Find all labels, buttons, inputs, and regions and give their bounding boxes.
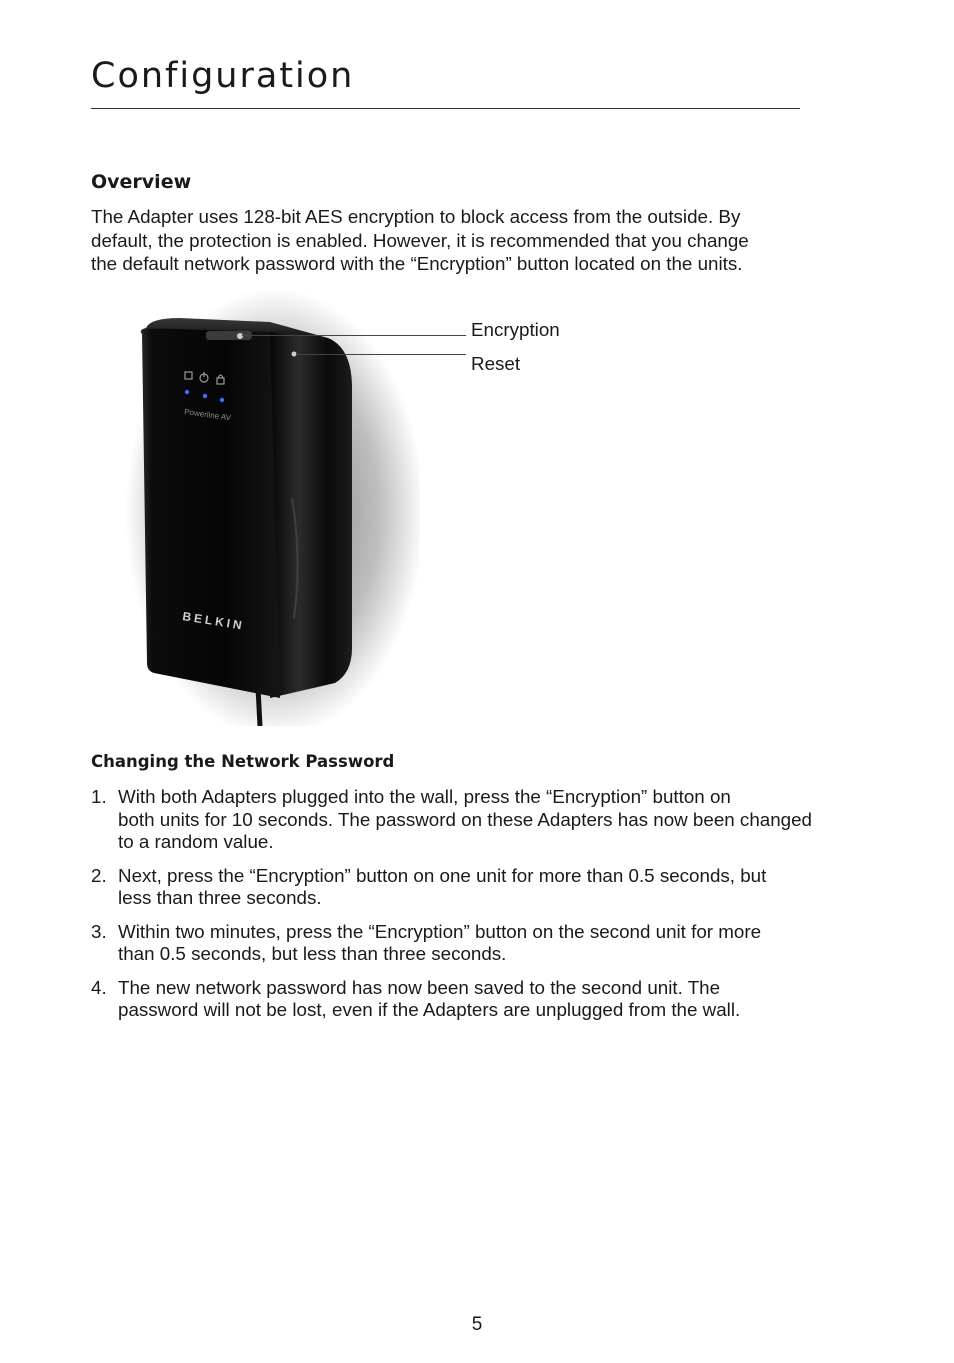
- step-number: 4.: [91, 976, 107, 998]
- list-item: [91, 865, 891, 910]
- title-rule: [91, 108, 800, 109]
- list-item: [91, 921, 891, 966]
- overview-line: the default network password with the “Encryption” button located on the units.: [91, 253, 743, 274]
- step-line: to a random value.: [118, 831, 274, 852]
- step-number: 3.: [91, 920, 107, 942]
- reset-leader-line: [296, 354, 466, 355]
- step-line: less than three seconds.: [118, 887, 322, 908]
- encryption-leader-line: [242, 335, 466, 336]
- step-line: than 0.5 seconds, but less than three seconds.: [118, 943, 507, 964]
- device-brand-logo: BELKIN: [181, 609, 246, 633]
- list-item: [91, 786, 891, 854]
- overview-line: default, the protection is enabled. However, it is recommended that you change: [91, 229, 749, 251]
- network-password-heading: Changing the Network Password: [91, 752, 395, 771]
- step-number: 2.: [91, 864, 107, 886]
- encryption-callout-label: Encryption: [471, 319, 560, 340]
- step-number: 1.: [91, 786, 107, 807]
- device-model-text: Powerline AV: [183, 407, 232, 423]
- overview-line: The Adapter uses 128-bit AES encryption to block access from the outside. By: [91, 206, 741, 227]
- overview-paragraph: [91, 205, 851, 276]
- page-number: 5: [471, 1314, 483, 1335]
- reset-callout-label: Reset: [471, 353, 521, 374]
- step-line: Next, press the “Encryption” button on one unit for more than 0.5 seconds, but: [118, 864, 767, 886]
- step-line: With both Adapters plugged into the wall, press the “Encryption” button on: [118, 786, 731, 807]
- list-item: [91, 977, 891, 1022]
- step-line: Within two minutes, press the “Encryption” button on the second unit for more: [118, 920, 762, 942]
- step-line: The new network password has now been saved to the second unit. The: [118, 976, 721, 998]
- page-title: Configuration: [91, 56, 355, 96]
- step-line: both units for 10 seconds. The password on these Adapters has now been changed: [118, 808, 812, 830]
- password-steps-list: [91, 786, 891, 1033]
- overview-heading: Overview: [91, 171, 192, 193]
- step-line: password will not be lost, even if the Adapters are unplugged from the wall.: [118, 999, 741, 1020]
